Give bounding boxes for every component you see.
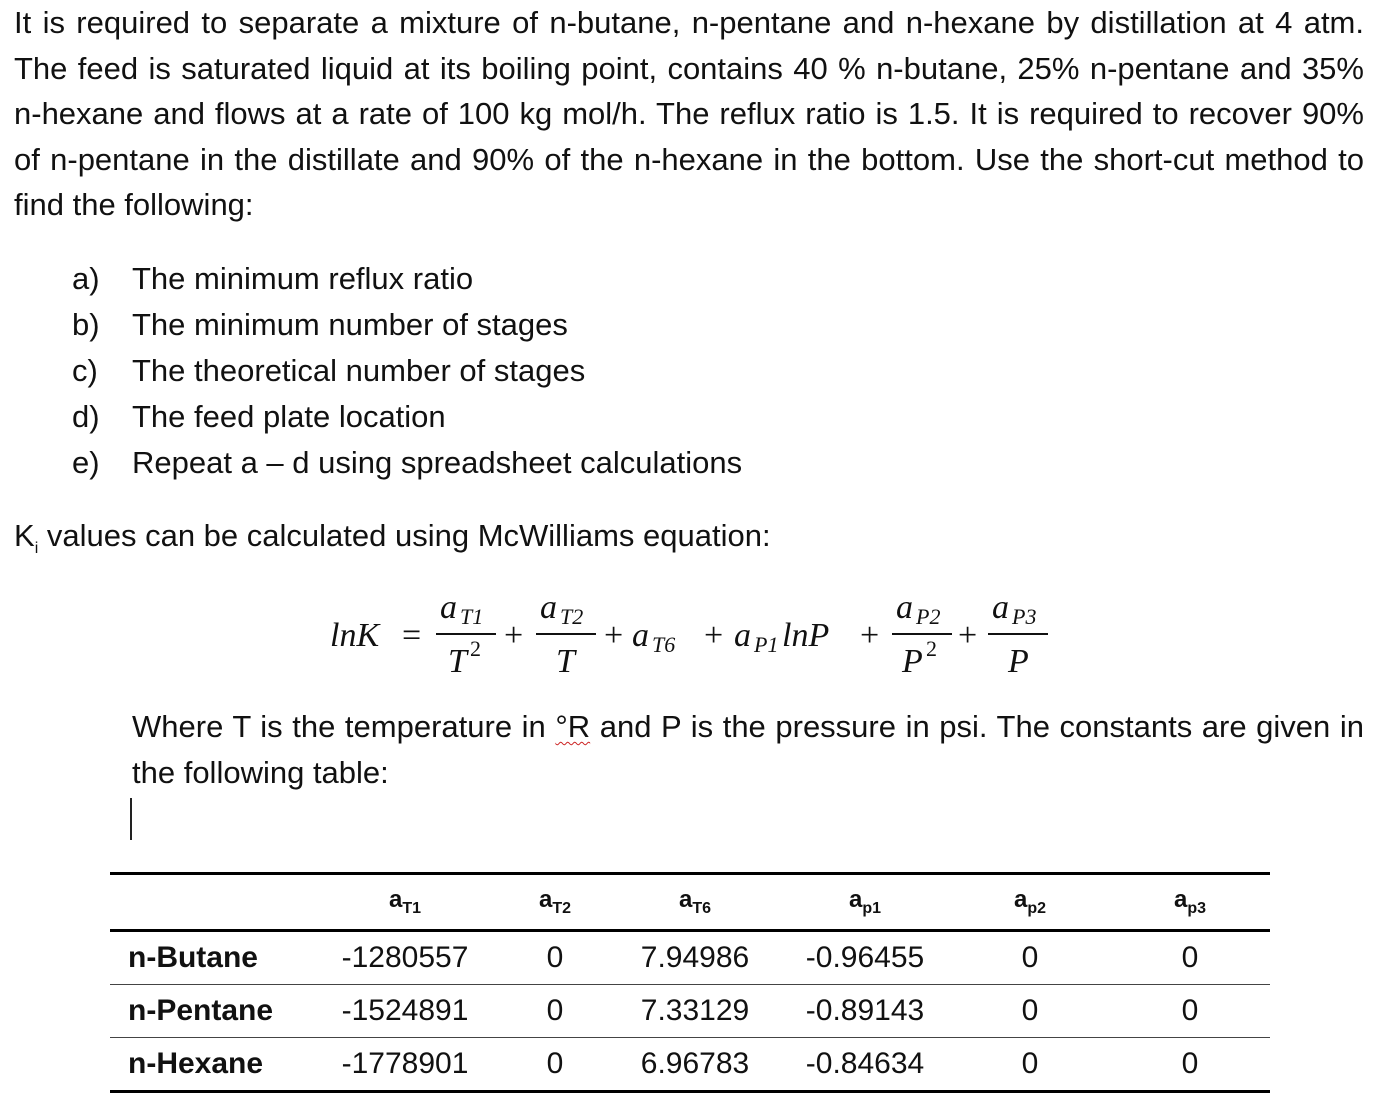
header-base: a — [1173, 886, 1188, 914]
header-base: a — [848, 886, 863, 914]
rankine-unit: °R — [555, 709, 591, 744]
task-item-a — [72, 256, 742, 302]
cell-aT6: 7.94986 — [640, 941, 750, 974]
task-label: d) — [72, 399, 100, 434]
table-header-row — [110, 874, 1270, 931]
eq-a: a — [992, 589, 1009, 626]
cell-ap3: 0 — [1181, 1047, 1199, 1080]
task-item-d — [72, 394, 742, 440]
row-name: n-Butane — [128, 941, 258, 974]
header-empty — [110, 874, 310, 931]
cell-aT1: -1524891 — [341, 994, 469, 1027]
header-sub: T1 — [402, 899, 422, 917]
eq-sub-p1: P1 — [754, 632, 779, 657]
eq-plus: + — [604, 617, 624, 654]
equation-svg — [330, 588, 1070, 688]
cell-aT2: 0 — [546, 941, 564, 974]
eq-plus: + — [504, 617, 524, 654]
cell-aT1: -1280557 — [341, 941, 469, 974]
eq-T: T — [556, 643, 575, 680]
eq-lhs: lnK — [330, 617, 380, 654]
cell-ap2: 0 — [1021, 941, 1039, 974]
eq-exp-2: 2 — [926, 636, 937, 661]
header-base: a — [388, 886, 403, 914]
eq-sub-t2: T2 — [560, 604, 584, 629]
header-base: a — [678, 886, 693, 914]
header-base: a — [1013, 886, 1028, 914]
constants-table — [110, 872, 1270, 1093]
eq-a: a — [734, 617, 751, 654]
eq-a: a — [440, 589, 457, 626]
cell-aT1: -1778901 — [341, 1047, 469, 1080]
cell-ap2: 0 — [1021, 994, 1039, 1027]
k-values-line — [14, 518, 771, 558]
where-paragraph — [132, 704, 1364, 796]
task-text: The theoretical number of stages — [132, 353, 586, 388]
eq-T: T — [448, 643, 467, 680]
eq-P: P — [902, 643, 923, 680]
header-sub: p3 — [1187, 899, 1207, 917]
table-row — [110, 985, 1270, 1038]
eq-plus: + — [958, 617, 978, 654]
text-cursor — [130, 798, 132, 840]
task-list — [72, 256, 742, 486]
task-text: The feed plate location — [132, 399, 446, 434]
header-ap3 — [1110, 874, 1270, 931]
table-row — [110, 931, 1270, 985]
header-sub: T2 — [552, 899, 572, 917]
task-item-b — [72, 302, 742, 348]
task-label: a) — [72, 261, 100, 296]
mcwilliams-equation — [330, 588, 1070, 688]
eq-a: a — [896, 589, 913, 626]
row-name: n-Pentane — [128, 994, 274, 1027]
header-aT1 — [310, 874, 500, 931]
eq-plus: + — [704, 617, 724, 654]
cell-ap1: -0.96455 — [805, 941, 925, 974]
task-text: Repeat a – d using spreadsheet calculations — [132, 445, 743, 480]
header-sub: p1 — [862, 899, 882, 917]
problem-statement: It is required to separate a mixture of n-butane, n-pentane and n-hexane by distillation at 4 atm. The feed is saturated liquid at its boiling point, contains 40 % n-butane, 25% n-pentane and 35% n-hexane and flows at a rate of 100 kg mol/h. The reflux ratio is 1.5. It is required to recover 90% of n-pentane in the distillate and 90% of the n-hexane in the bottom. Use the short-cut method to find the following: — [14, 5, 1364, 222]
eq-lnP: lnP — [782, 617, 830, 654]
task-text: The minimum reflux ratio — [132, 261, 474, 296]
header-base: a — [538, 886, 553, 914]
cell-ap1: -0.89143 — [805, 994, 925, 1027]
cell-aT6: 6.96783 — [640, 1047, 750, 1080]
eq-plus: + — [860, 617, 880, 654]
where-text-start: Where T is the temperature in — [132, 709, 556, 744]
cell-ap1: -0.84634 — [805, 1047, 925, 1080]
cell-ap3: 0 — [1181, 994, 1199, 1027]
cell-aT6: 7.33129 — [640, 994, 750, 1027]
cell-aT2: 0 — [546, 1047, 564, 1080]
eq-sub-t6: T6 — [652, 632, 676, 657]
task-label: e) — [72, 445, 100, 480]
cell-ap3: 0 — [1181, 941, 1199, 974]
table-row — [110, 1038, 1270, 1092]
header-aT6 — [610, 874, 780, 931]
k-symbol: K — [14, 518, 35, 553]
header-ap2 — [950, 874, 1110, 931]
eq-exp-2: 2 — [470, 636, 481, 661]
task-text: The minimum number of stages — [132, 307, 568, 342]
task-label: b) — [72, 307, 100, 342]
eq-a: a — [632, 617, 649, 654]
eq-sub-t1: T1 — [460, 604, 484, 629]
header-sub: T6 — [692, 899, 712, 917]
eq-sub-p2: P2 — [916, 604, 941, 629]
eq-sub-p3: P3 — [1012, 604, 1037, 629]
task-item-e — [72, 440, 742, 486]
task-item-c — [72, 348, 742, 394]
header-ap1 — [780, 874, 950, 931]
where-text-end: and P is the pressure in psi. The constants are given in the following table: — [132, 709, 1365, 790]
header-aT2 — [500, 874, 610, 931]
task-label: c) — [72, 353, 98, 388]
eq-equals: = — [402, 617, 422, 654]
cell-ap2: 0 — [1021, 1047, 1039, 1080]
row-name: n-Hexane — [128, 1047, 264, 1080]
header-sub: p2 — [1027, 899, 1047, 917]
k-values-text: values can be calculated using McWilliams equation: — [38, 518, 771, 553]
k-subscript: i — [34, 540, 39, 558]
eq-P: P — [1008, 643, 1029, 680]
cell-aT2: 0 — [546, 994, 564, 1027]
eq-a: a — [540, 589, 557, 626]
